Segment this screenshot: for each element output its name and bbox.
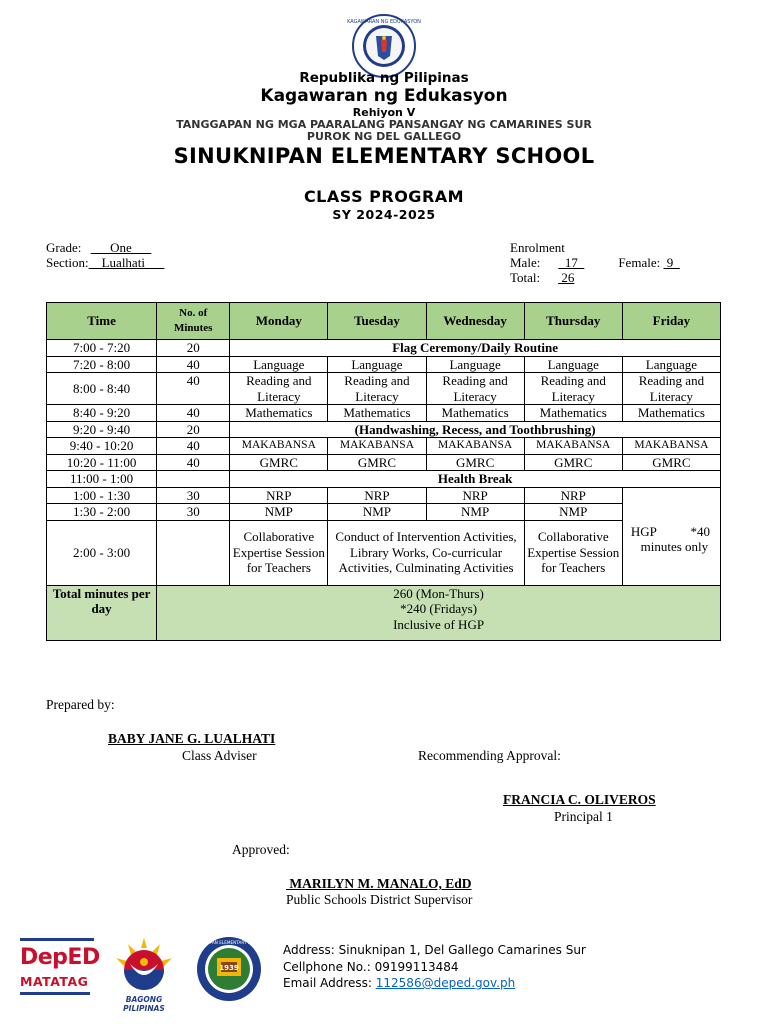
- time-cell: 2:00 - 3:00: [47, 520, 157, 585]
- hgp-minutes: *40: [690, 523, 710, 539]
- time-cell: 8:40 - 9:20: [47, 405, 157, 422]
- grade-section-block: [46, 240, 164, 270]
- enrolment-block: [510, 240, 680, 285]
- header-thursday: Thursday: [524, 303, 622, 340]
- principal-title: Principal 1: [554, 809, 613, 824]
- section-value: Lualhati: [88, 255, 165, 270]
- footer-email-link[interactable]: 112586@deped.gov.ph: [375, 976, 516, 990]
- minutes-cell: 40: [157, 454, 230, 471]
- table-header-row: [47, 303, 721, 340]
- subject-cell: Mathematics: [328, 405, 426, 422]
- time-cell: 8:00 - 8:40: [47, 373, 157, 405]
- time-cell: 9:20 - 9:40: [47, 421, 157, 438]
- subject-cell: MAKABANSA: [328, 438, 426, 455]
- time-cell: 7:00 - 7:20: [47, 340, 157, 357]
- supervisor-title: Public Schools District Supervisor: [286, 892, 473, 907]
- subject-cell: Language: [524, 356, 622, 373]
- time-cell: 9:40 - 10:20: [47, 438, 157, 455]
- male-value: 17: [558, 255, 585, 270]
- footer-email-label: Email Address:: [283, 976, 376, 990]
- header-monday: Monday: [230, 303, 328, 340]
- time-cell: 1:00 - 1:30: [47, 487, 157, 504]
- subject-cell: GMRC: [622, 454, 720, 471]
- table-row: [47, 487, 721, 504]
- subject-cell: Mathematics: [524, 405, 622, 422]
- approved-label: Approved:: [232, 842, 290, 857]
- subject-cell: Reading and Literacy: [524, 373, 622, 405]
- subject-cell: NMP: [328, 504, 426, 521]
- minutes-cell: 40: [157, 438, 230, 455]
- tue-wed-pm-cell: Conduct of Intervention Activities, Library Works, Co-curricular Activities, Culminating Activities: [328, 520, 524, 585]
- time-cell: 10:20 - 11:00: [47, 454, 157, 471]
- minutes-cell: 40: [157, 373, 230, 405]
- monday-pm-cell: Collaborative Expertise Session for Teachers: [230, 520, 328, 585]
- logo-bar-bottom: [20, 992, 90, 995]
- minutes-cell: 40: [157, 405, 230, 422]
- bagong-pilipinas-text: BAGONG PILIPINAS: [123, 995, 165, 1013]
- time-cell: 1:30 - 2:00: [47, 504, 157, 521]
- total-row: [47, 585, 721, 640]
- activity-cell: (Handwashing, Recess, and Toothbrushing): [230, 421, 721, 438]
- table-row: [47, 421, 721, 438]
- friday-hgp-cell: [622, 487, 720, 585]
- activity-cell: Flag Ceremony/Daily Routine: [230, 340, 721, 357]
- total-line-2: *240 (Fridays): [400, 601, 478, 616]
- subject-cell: Reading and Literacy: [622, 373, 720, 405]
- minutes-cell: [157, 520, 230, 585]
- class-program-table: [46, 302, 721, 641]
- principal-name: FRANCIA C. OLIVEROS: [503, 792, 656, 807]
- bagong-pilipinas-emblem: [106, 936, 182, 990]
- table-row: [47, 520, 721, 585]
- total-line-1: 260 (Mon-Thurs): [393, 585, 484, 601]
- prepared-label: Prepared by:: [46, 697, 115, 712]
- recommending-label: Recommending Approval:: [418, 748, 561, 763]
- subject-cell: GMRC: [328, 454, 426, 471]
- time-cell: 11:00 - 1:00: [47, 471, 157, 488]
- header-friday: Friday: [622, 303, 720, 340]
- total-value: 26: [558, 270, 575, 285]
- office-line: TANGGAPAN NG MGA PAARALANG PANSANGAY NG CAMARINES SUR: [176, 118, 592, 131]
- subject-cell: NMP: [426, 504, 524, 521]
- footer-cellphone: Cellphone No.: 09199113484: [283, 959, 459, 974]
- deped-seal-logo: [347, 14, 421, 78]
- document-title: CLASS PROGRAM: [303, 187, 465, 206]
- total-label-cell: Total minutes per day: [47, 585, 157, 640]
- region-line: Rehiyon V: [352, 106, 416, 119]
- header-minutes: No. of Minutes: [157, 303, 230, 340]
- subject-cell: NRP: [328, 487, 426, 504]
- subject-cell: Reading and Literacy: [328, 373, 426, 405]
- subject-cell: GMRC: [426, 454, 524, 471]
- subject-cell: GMRC: [524, 454, 622, 471]
- subject-cell: Language: [328, 356, 426, 373]
- school-name: SINUKNIPAN ELEMENTARY SCHOOL: [173, 144, 595, 168]
- subject-cell: MAKABANSA: [230, 438, 328, 455]
- subject-cell: Mathematics: [622, 405, 720, 422]
- header-tuesday: Tuesday: [328, 303, 426, 340]
- minutes-cell: 40: [157, 356, 230, 373]
- subject-cell: NRP: [524, 487, 622, 504]
- subject-cell: NRP: [426, 487, 524, 504]
- minutes-cell: [157, 471, 230, 488]
- table-row: [47, 454, 721, 471]
- subject-cell: MAKABANSA: [622, 438, 720, 455]
- table-row: [47, 504, 721, 521]
- subject-cell: GMRC: [230, 454, 328, 471]
- hgp-note: minutes only: [640, 539, 709, 554]
- table-row: [47, 405, 721, 422]
- header-wednesday: Wednesday: [426, 303, 524, 340]
- adviser-title: Class Adviser: [182, 748, 257, 763]
- subject-cell: Language: [622, 356, 720, 373]
- school-seal-logo: [192, 936, 266, 1002]
- school-year: SY 2024-2025: [332, 207, 436, 222]
- total-label: Total:: [510, 270, 541, 285]
- minutes-cell: 30: [157, 504, 230, 521]
- minutes-cell: 30: [157, 487, 230, 504]
- table-row: [47, 340, 721, 357]
- subject-cell: Mathematics: [230, 405, 328, 422]
- subject-cell: Reading and Literacy: [426, 373, 524, 405]
- seal-text: KAGAWARAN NG EDUKASYON: [347, 19, 421, 25]
- subject-cell: MAKABANSA: [524, 438, 622, 455]
- seal-year: 1939: [219, 964, 239, 972]
- minutes-cell: 20: [157, 340, 230, 357]
- grade-value: One: [90, 240, 152, 255]
- district-line: PUROK NG DEL GALLEGO: [306, 130, 462, 143]
- minutes-cell: 20: [157, 421, 230, 438]
- header-time: Time: [47, 303, 157, 340]
- table-row: [47, 438, 721, 455]
- deped-wordmark: DepED: [20, 945, 100, 970]
- bagong-pilipinas-logo: [106, 936, 182, 1013]
- subject-cell: Language: [230, 356, 328, 373]
- subject-cell: Reading and Literacy: [230, 373, 328, 405]
- hgp-label: HGP: [630, 523, 657, 539]
- enrolment-label: Enrolment: [510, 240, 565, 255]
- female-label: Female:: [618, 255, 661, 270]
- republic-line: Republika ng Pilipinas: [299, 70, 469, 86]
- total-line-3: Inclusive of HGP: [393, 616, 485, 632]
- grade-label: Grade:: [46, 240, 82, 255]
- subject-cell: NRP: [230, 487, 328, 504]
- subject-cell: Language: [426, 356, 524, 373]
- thursday-pm-cell: Collaborative Expertise Session for Teachers: [524, 520, 622, 585]
- table-row: [47, 356, 721, 373]
- department-line: Kagawaran ng Edukasyon: [260, 86, 508, 106]
- logo-bar-top: [20, 938, 94, 941]
- subject-cell: MAKABANSA: [426, 438, 524, 455]
- table-row: [47, 373, 721, 405]
- subject-cell: Mathematics: [426, 405, 524, 422]
- female-value: 9: [663, 255, 680, 270]
- total-value-cell: [157, 585, 721, 640]
- subject-cell: NMP: [230, 504, 328, 521]
- subject-cell: NMP: [524, 504, 622, 521]
- section-label: Section:: [46, 255, 89, 270]
- deped-matatag-logo: [20, 938, 100, 1002]
- table-row: [47, 471, 721, 488]
- male-label: Male:: [510, 255, 541, 270]
- activity-cell: Health Break: [230, 471, 721, 488]
- adviser-name: BABY JANE G. LUALHATI: [108, 731, 276, 746]
- school-seal-text: SINUKNIPAN ELEMENTARY SCHOOL: [192, 940, 266, 945]
- time-cell: 7:20 - 8:00: [47, 356, 157, 373]
- matatag-wordmark: MATATAG: [20, 974, 89, 989]
- supervisor-name: MARILYN M. MANALO, EdD: [286, 876, 472, 891]
- footer-address: Address: Sinuknipan 1, Del Gallego Camarines Sur: [283, 943, 586, 957]
- footer-contact: [283, 942, 586, 992]
